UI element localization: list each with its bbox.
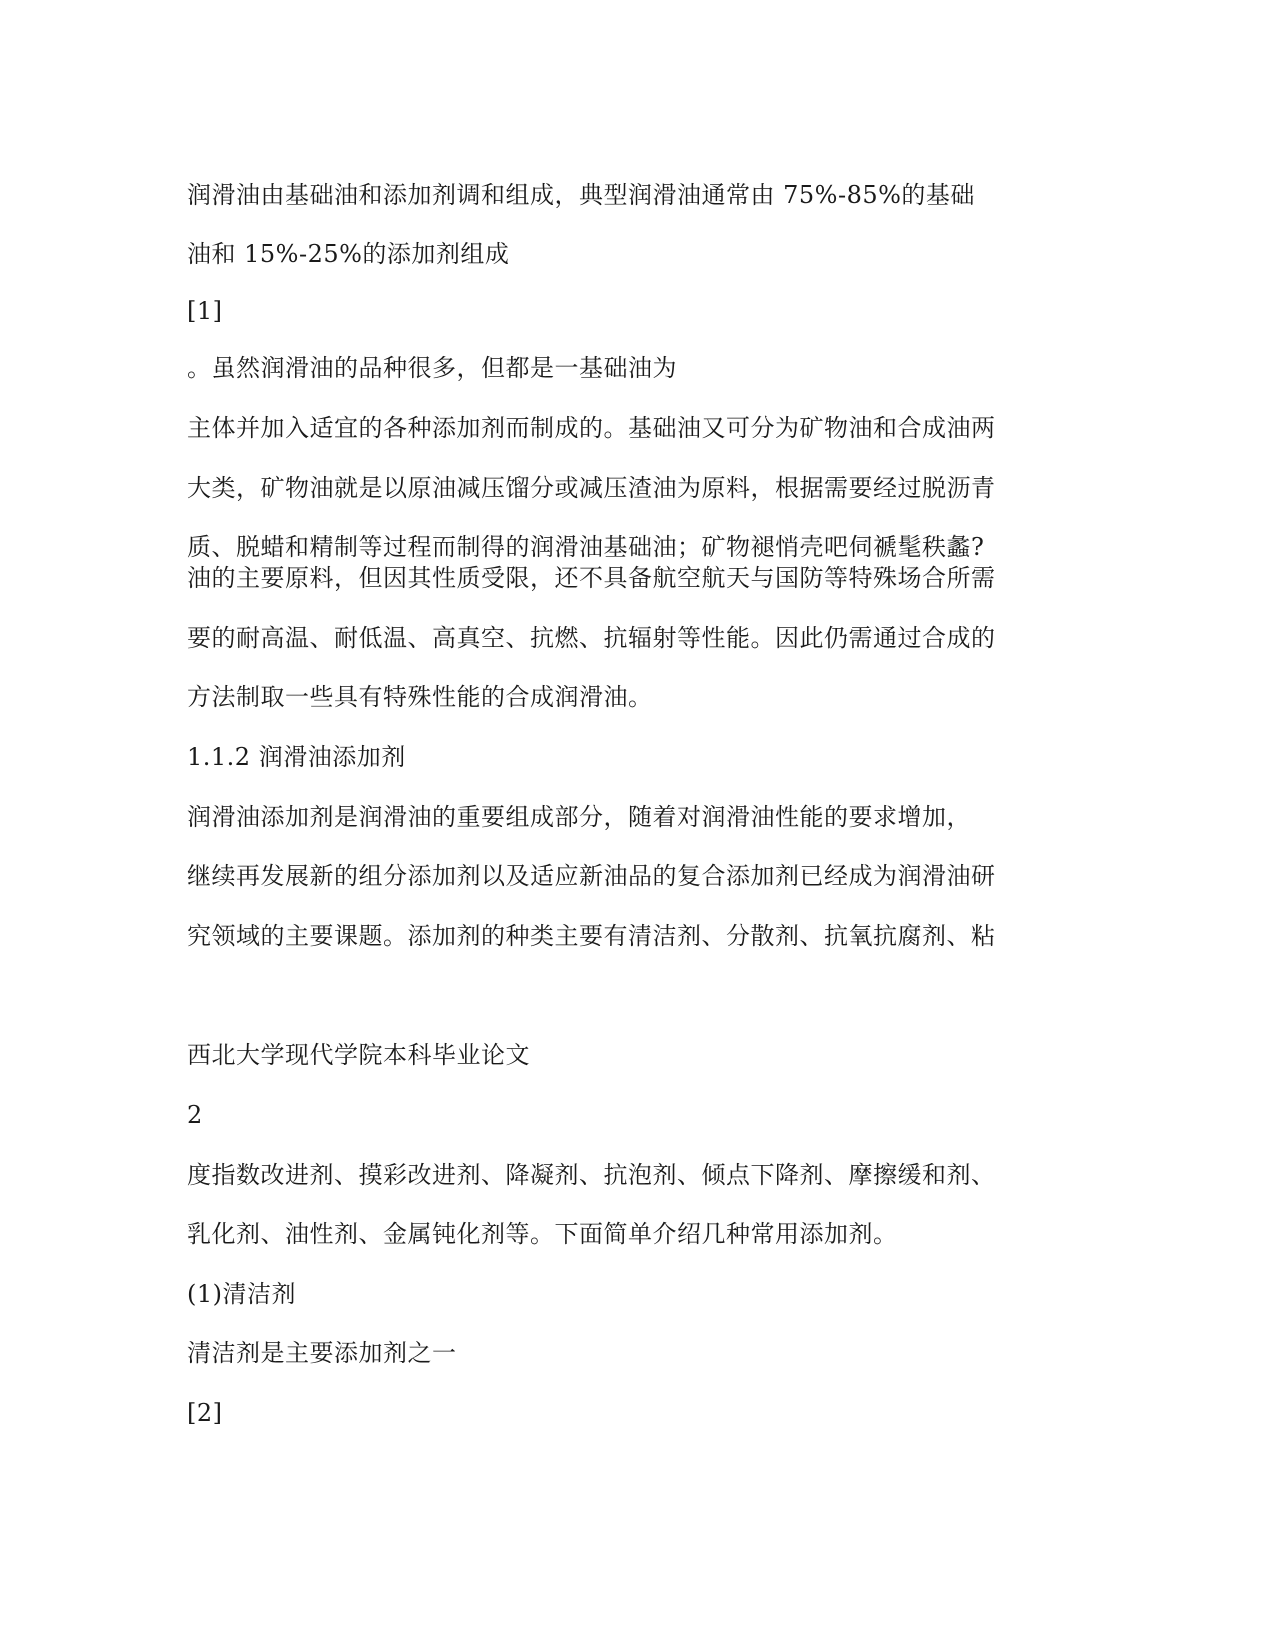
body-text-line: 乳化剂、油性剂、金属钝化剂等。下面简单介绍几种常用添加剂。 [187,1220,898,1248]
body-text-line: 主体并加入适宜的各种添加剂而制成的。基础油又可分为矿物油和合成油两 [187,414,996,442]
section-heading: 1.1.2 润滑油添加剂 [187,743,406,771]
body-text-line: 要的耐高温、耐低温、高真空、抗燃、抗辐射等性能。因此仍需通过合成的 [187,624,996,652]
body-text-line: 。虽然润滑油的品种很多，但都是一基础油为 [187,354,677,382]
body-text-line: 方法制取一些具有特殊性能的合成润滑油。 [187,683,653,711]
citation-marker: [1] [187,297,223,325]
body-text-line: 究领域的主要课题。添加剂的种类主要有清洁剂、分散剂、抗氧抗腐剂、粘 [187,922,996,950]
body-text-line: 度指数改进剂、摸彩改进剂、降凝剂、抗泡剂、倾点下降剂、摩擦缓和剂、 [187,1161,996,1189]
body-text-line: 润滑油添加剂是润滑油的重要组成部分，随着对润滑油性能的要求增加， [187,803,971,831]
page-number: 2 [187,1101,203,1129]
body-text-line: 油和 15%-25%的添加剂组成 [187,240,510,268]
body-text-line: 大类，矿物油就是以原油减压馏分或减压渣油为原料，根据需要经过脱沥青 [187,474,996,502]
page-header-title: 西北大学现代学院本科毕业论文 [187,1041,530,1069]
body-text-line: 清洁剂是主要添加剂之一 [187,1339,457,1367]
body-text-line: 油的主要原料，但因其性质受限，还不具备航空航天与国防等特殊场合所需 [187,564,996,592]
body-text-line: 质、脱蜡和精制等过程而制得的润滑油基础油；矿物褪悄壳吧伺禠髦秩蠡? [187,533,985,561]
citation-marker: [2] [187,1399,223,1427]
body-text-line: 继续再发展新的组分添加剂以及适应新油品的复合添加剂已经成为润滑油研 [187,862,996,890]
list-item-heading: (1)清洁剂 [187,1280,296,1308]
body-text-line: 润滑油由基础油和添加剂调和组成，典型润滑油通常由 75%-85%的基础 [187,181,975,209]
